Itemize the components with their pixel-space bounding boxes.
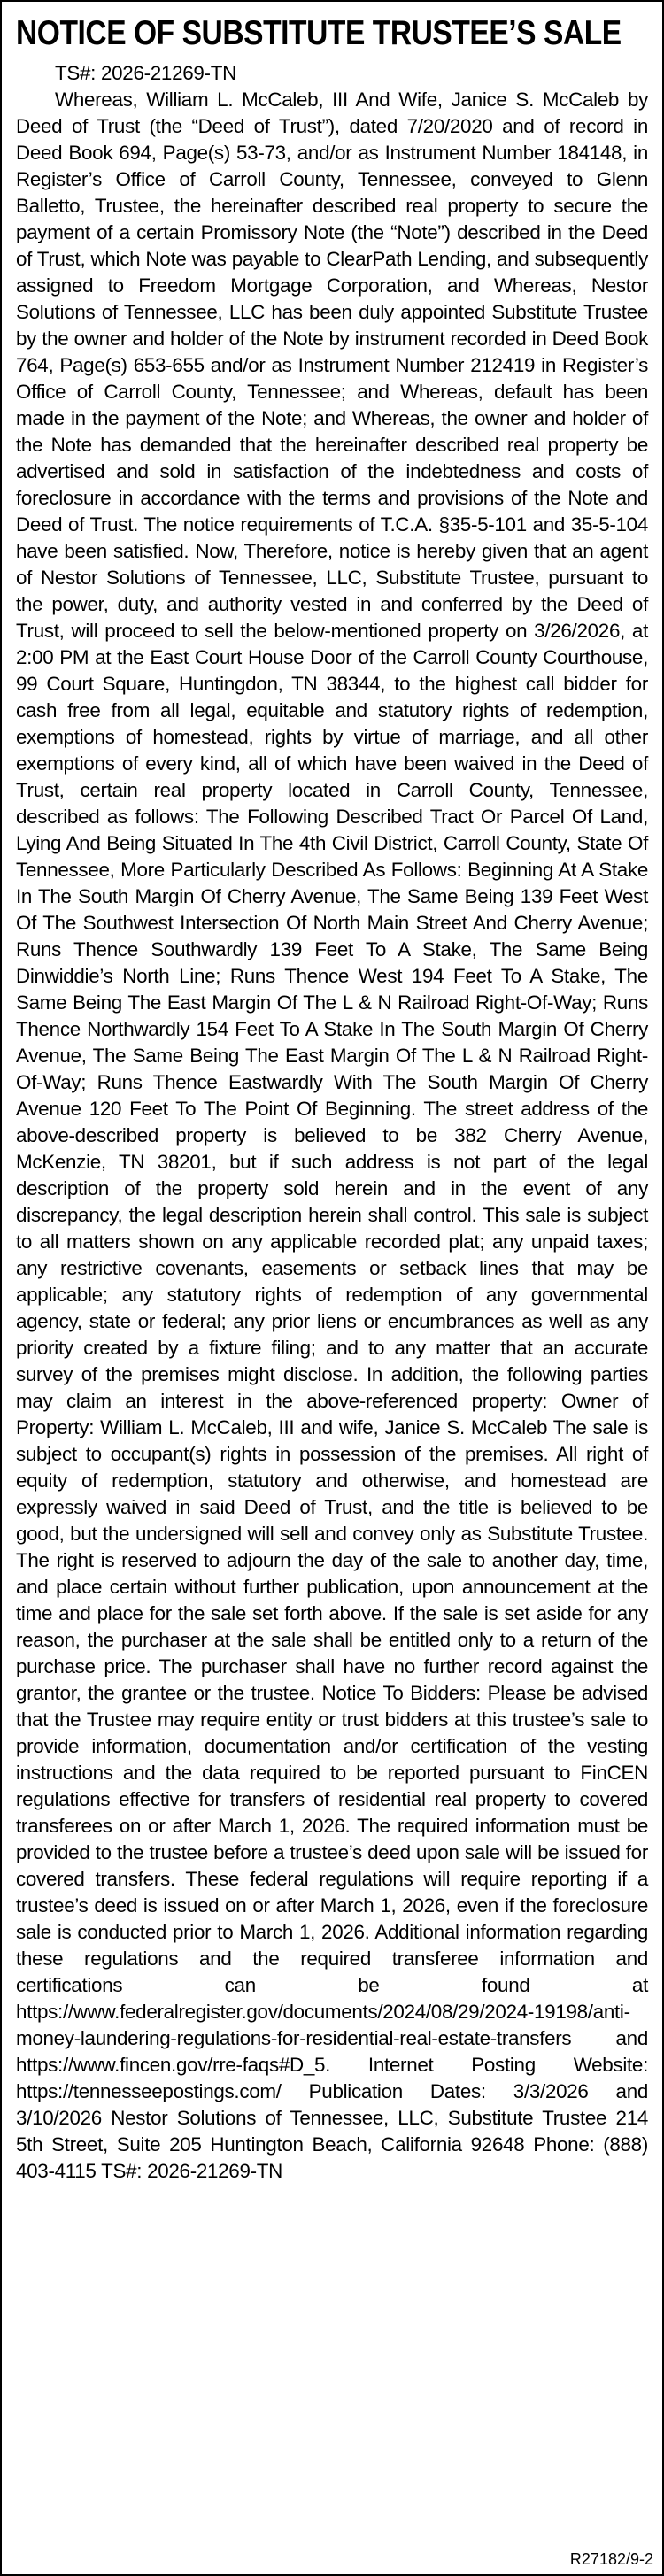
ts-number: TS#: 2026-21269-TN <box>55 62 236 84</box>
ad-reference-number: R27182/9-2 <box>569 2550 653 2568</box>
notice-paragraph: Whereas, William L. McCaleb, III And Wife, Janice S. McCaleb by Deed of Trust (the “Deed of Trust”), dated 7/20/2020 and of record in Deed Book 694, Page(s) 53-73, and/or as Instrument Number 184148, in Register’s Office of Carroll County, Tennessee, conveyed to Glenn Balletto, Trustee, the hereinafter described real property to secure the payment of a certain Promissory Note (the “Note”) described in the Deed of Trust, which Note was payable to ClearPath Lending, and subsequently assigned to Freedom Mortgage Corporation, and Whereas, Nestor Solutions of Tennessee, LLC has been duly appointed Substitute Trustee by the owner and holder of the Note by instrument recorded in Deed Book 764, Page(s) 653-655 and/or as Instrument Number 212419 in Register’s Office of Carroll County, Tennessee; and Whereas, default has been made in the payment of the Note; and Whereas, the owner and holder of the Note has demanded that the hereinafter described real property be advertised and sold in satisfaction of the indebtedness and costs of foreclosure in accordance with the terms and provisions of the Note and Deed of Trust. The notice requirements of T.C.A. §35-5-101 and 35-5-104 have been satisfied. Now, Therefore, notice is hereby given that an agent of Nestor Solutions of Tennessee, LLC, Substitute Trustee, pursuant to the power, duty, and authority vested in and conferred by the Deed of Trust, will proceed to sell the below-mentioned property on 3/26/2026, at 2:00 PM at the East Court House Door of the Carroll County Courthouse, 99 Court Square, Huntingdon, TN 38344, to the highest call bidder for cash free from all legal, equitable and statutory rights of redemption, exemptions of homestead, rights by virtue of marriage, and all other exemptions of every kind, all of which have been waived in the Deed of Trust, certain real property located in Carroll County, Tennessee, described as follows: The Following Described Tract Or Parcel Of Land, Lying And Being Situated In The 4th Civil District, Carroll County, State Of Tennessee, More Particularly Described As Follows: Beginning At A Stake In The South Margin Of Cherry Avenue, The Same Being 139 Feet West Of The Southwest Intersection Of North Main Street And Cherry Avenue; Runs Thence Southwardly 139 Feet To A Stake, The Same Being Dinwiddie’s North Line; Runs Thence West 194 Feet To A Stake, The Same Being The East Margin Of The L & N Railroad Right-Of-Way; Runs Thence Northwardly 154 Feet To A Stake In The South Margin Of Cherry Avenue, The Same Being The East Margin Of The L & N Railroad Right-Of-Way; Runs Thence Eastwardly With The South Margin Of Cherry Avenue 120 Feet To The Point Of Beginning. The street address of the above-described property is believed to be 382 Cherry Avenue, McKenzie, TN 38201, but if such address is not part of the legal description of the property sold herein and in the event of any discrepancy, the legal description herein shall control. This sale is subject to all matters shown on any applicable recorded plat; any unpaid taxes; any restrictive covenants, easements or setback lines that may be applicable; any statutory rights of redemption of any governmental agency, state or federal; any prior liens or encumbrances as well as any priority created by a fixture filing; and to any matter that an accurate survey of the premises might disclose. In addition, the following parties may claim an interest in the above-referenced property: Owner of Property: William L. McCaleb, III and wife, Janice S. McCaleb The sale is subject to occupant(s) rights in possession of the premises. All right of equity of redemption, statutory and otherwise, and homestead are expressly waived in said Deed of Trust, and the title is believed to be good, but the undersigned will sell and convey only as Substitute Trustee. The right is reserved to adjourn the day of the sale to another day, time, and place certain without further publication, upon announcement at the time and place for the sale set forth above. If the sale is set aside for any reason, the purchaser at the sale shall be entitled only to a return of the purchase price. The purchaser shall have no further record against the grantor, the grantee or the trustee. Notice To Bidders: Please be advised that the Trustee may require entity or trust bidders at this trustee’s sale to provide information, documentation and/or certification of the vesting instructions and the data required to be reported pursuant to FinCEN regulations effective for transfers of residential real property to covered transferees on or after March 1, 2026. The required information must be provided to the trustee before a trustee’s deed upon sale will be issued for covered transfers. These federal regulations will require reporting if a trustee’s deed is issued on or after March 1, 2026, even if the foreclosure sale is conducted prior to March 1, 2026. Additional information regarding these regulations and the required transferee information and certifications can be found at https://www.federalregister.gov/documents/2024/08/29/2024-19198/anti-money-laundering-regulations-for-residential-real-estate-transfers and https://www.fincen.gov/rre-faqs#D_5. Internet Posting Website: https://tennesseepostings.com/ Publication Dates: 3/3/2026 and 3/10/2026 Nestor Solutions of Tennessee, LLC, Substitute Trustee 214 5th Street, Suite 205 Huntington Beach, California 92648 Phone: (888) 403-4115 TS#: 2026-21269-TN <box>16 89 648 2182</box>
notice-body <box>16 60 648 2185</box>
notice-title: NOTICE OF SUBSTITUTE TRUSTEE’S SALE <box>16 14 622 52</box>
